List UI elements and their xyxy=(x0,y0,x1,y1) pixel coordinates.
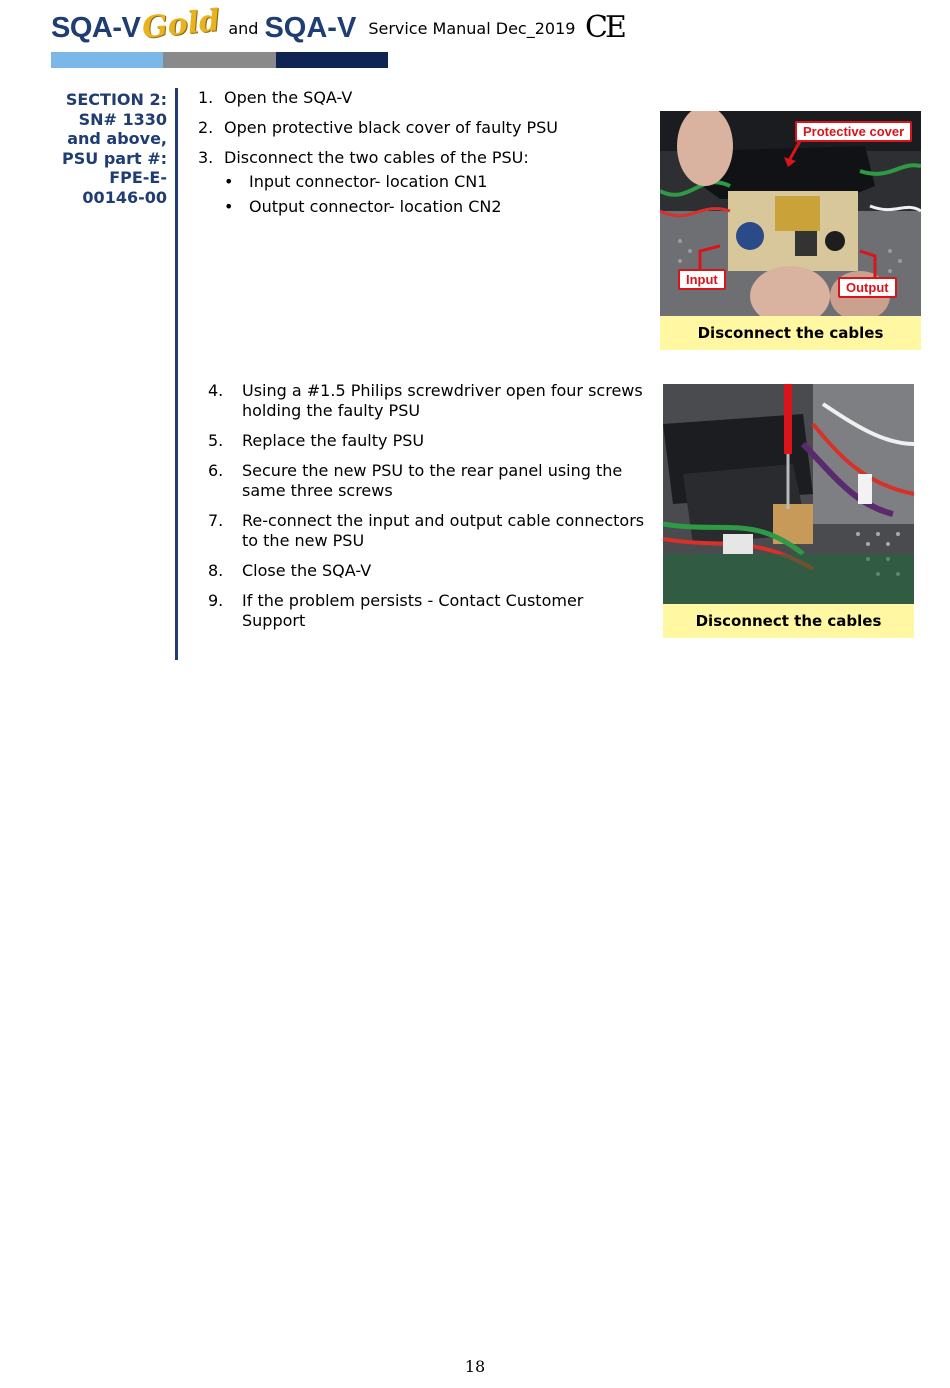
callout-protective-cover: Protective cover xyxy=(795,121,912,142)
step-number: 4. xyxy=(208,381,224,400)
step-text: Close the SQA-V xyxy=(242,561,372,580)
callout-input: Input xyxy=(678,269,726,290)
list-item xyxy=(208,561,648,581)
step-text: If the problem persists - Contact Customer Support xyxy=(242,591,584,630)
step-number: 1. xyxy=(198,88,214,107)
logo-sqav: SQA-V xyxy=(51,11,141,44)
logo-gold: Gold xyxy=(140,2,222,46)
bullet-text: Output connector- location CN2 xyxy=(249,197,502,216)
step-number: 6. xyxy=(208,461,224,480)
section-divider xyxy=(175,88,178,660)
step-text: Replace the faulty PSU xyxy=(242,431,425,450)
manual-title: Service Manual Dec_2019 xyxy=(368,18,576,38)
step-text: Using a #1.5 Philips screwdriver open four screws holding the faulty PSU xyxy=(242,381,643,420)
bullet-text: Input connector- location CN1 xyxy=(249,172,488,191)
list-item xyxy=(198,88,638,108)
page-number: 18 xyxy=(464,1357,486,1376)
list-item xyxy=(208,511,648,551)
bar-navy xyxy=(276,52,388,68)
figure-screws xyxy=(663,384,914,638)
bullet-icon: • xyxy=(224,197,234,216)
step-text: Open the SQA-V xyxy=(224,88,353,107)
step-number: 9. xyxy=(208,591,224,610)
step-text: Re-connect the input and output cable connectors to the new PSU xyxy=(242,511,645,550)
figure-caption: Disconnect the cables xyxy=(660,316,921,350)
photo-psu-cover xyxy=(660,111,921,316)
figure-caption: Disconnect the cables xyxy=(663,604,914,638)
bullet-list xyxy=(198,172,638,217)
screwdriver-photo-illustration xyxy=(663,384,914,604)
step-number: 8. xyxy=(208,561,224,580)
bullet-icon: • xyxy=(224,172,234,191)
list-item xyxy=(198,148,638,168)
step-text: Disconnect the two cables of the PSU: xyxy=(224,148,529,167)
step-number: 5. xyxy=(208,431,224,450)
steps-list-2 xyxy=(208,381,648,641)
bullet-item xyxy=(198,197,638,217)
steps-list-1 xyxy=(198,88,638,222)
list-item xyxy=(208,591,648,631)
step-number: 2. xyxy=(198,118,214,137)
section-title: SECTION 2: SN# 1330 and above, PSU part #: FPE-E- 00146-00 xyxy=(62,90,167,207)
list-item xyxy=(208,381,648,421)
figure-psu-cover xyxy=(660,111,921,350)
document-header xyxy=(51,2,576,48)
step-number: 7. xyxy=(208,511,224,530)
logo-sqav-right: SQA-V xyxy=(264,11,357,44)
logo-and: and xyxy=(228,18,259,38)
photo-screws xyxy=(663,384,914,604)
ce-mark-icon: CE xyxy=(585,10,624,45)
step-text: Secure the new PSU to the rear panel using the same three screws xyxy=(242,461,623,500)
header-color-bar xyxy=(51,52,388,68)
step-text: Open protective black cover of faulty PSU xyxy=(224,118,559,137)
list-item xyxy=(208,431,648,451)
bullet-item xyxy=(198,172,638,192)
list-item xyxy=(208,461,648,501)
bar-light-blue xyxy=(51,52,163,68)
bar-gray xyxy=(163,52,275,68)
step-number: 3. xyxy=(198,148,214,167)
list-item xyxy=(198,118,638,138)
callout-output: Output xyxy=(838,277,897,298)
